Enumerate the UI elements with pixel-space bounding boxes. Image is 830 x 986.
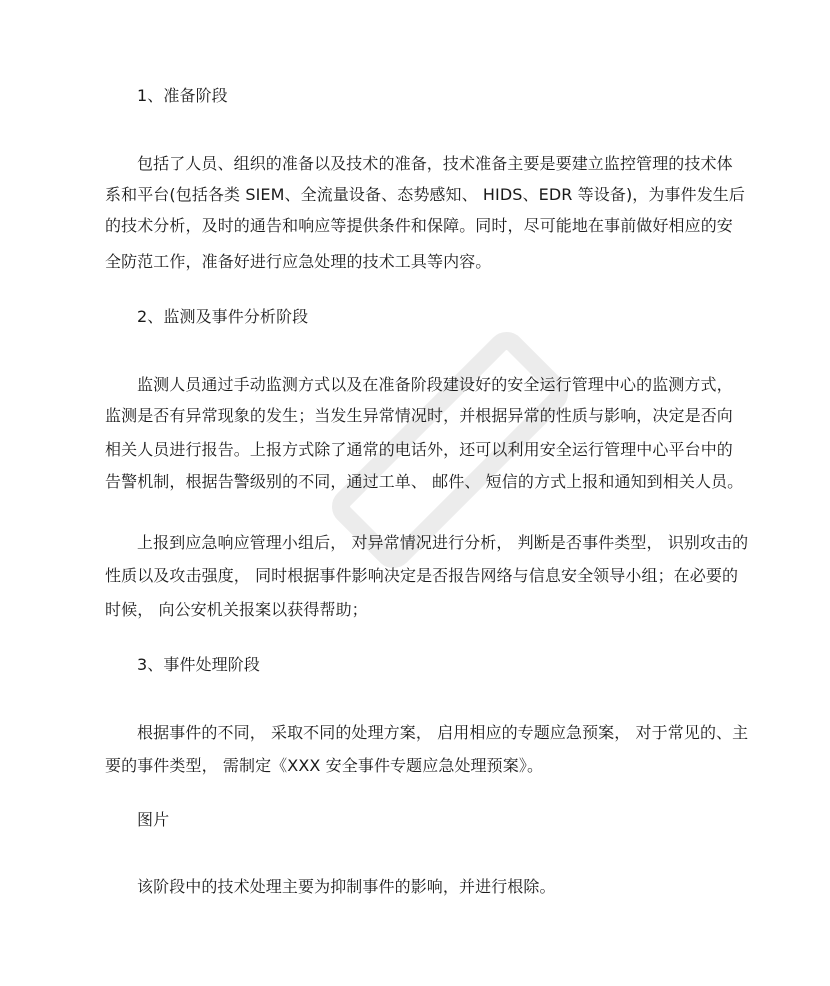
section2-para1-line4: 告警机制，根据告警级别的不同，通过工单、 邮件、 短信的方式上报和通知到相关人员。 xyxy=(105,472,744,491)
section1-para1-line4: 全防范工作，准备好进行应急处理的技术工具等内容。 xyxy=(105,252,492,271)
section2-para2-line3: 时候， 向公安机关报案以获得帮助； xyxy=(105,600,368,619)
section3-para2-line1: 该阶段中的技术处理主要为抑制事件的影响，并进行根除。 xyxy=(137,877,556,896)
section2-para1-line2: 监测是否有异常现象的发生；当发生异常情况时，并根据异常的性质与影响，决定是否向 xyxy=(105,406,733,425)
image-label: 图片 xyxy=(137,810,170,829)
section1-heading: 1、准备阶段 xyxy=(137,86,228,105)
section2-para1-line3: 相关人员进行报告。上报方式除了通常的电话外，还可以利用安全运行管理中心平台中的 xyxy=(105,440,733,459)
section1-para1-line1: 包括了人员、组织的准备以及技术的准备，技术准备主要是要建立监控管理的技术体 xyxy=(137,154,733,173)
section2-para1-line1: 监测人员通过手动监测方式以及在准备阶段建设好的安全运行管理中心的监测方式， xyxy=(137,375,733,394)
section1-para1-line3: 的技术分析，及时的通告和响应等提供条件和保障。同时，尽可能地在事前做好相应的安 xyxy=(105,216,733,235)
section3-para1-line1: 根据事件的不同， 采取不同的处理方案， 启用相应的专题应急预案， 对于常见的、主 xyxy=(137,723,749,742)
section3-heading: 3、事件处理阶段 xyxy=(137,655,260,674)
section2-para2-line1: 上报到应急响应管理小组后， 对异常情况进行分析， 判断是否事件类型， 识别攻击的 xyxy=(137,533,749,552)
section2-para2-line2: 性质以及攻击强度， 同时根据事件影响决定是否报告网络与信息安全领导小组；在必要的 xyxy=(105,566,739,585)
section3-para1-line2: 要的事件类型， 需制定《XXX 安全事件专题应急处理预案》。 xyxy=(105,756,544,775)
section2-heading: 2、监测及事件分析阶段 xyxy=(137,307,309,326)
section1-para1-line2: 系和平台(包括各类 SIEM、全流量设备、态势感知、 HIDS、EDR 等设备)，为事件发生后 xyxy=(105,185,746,204)
